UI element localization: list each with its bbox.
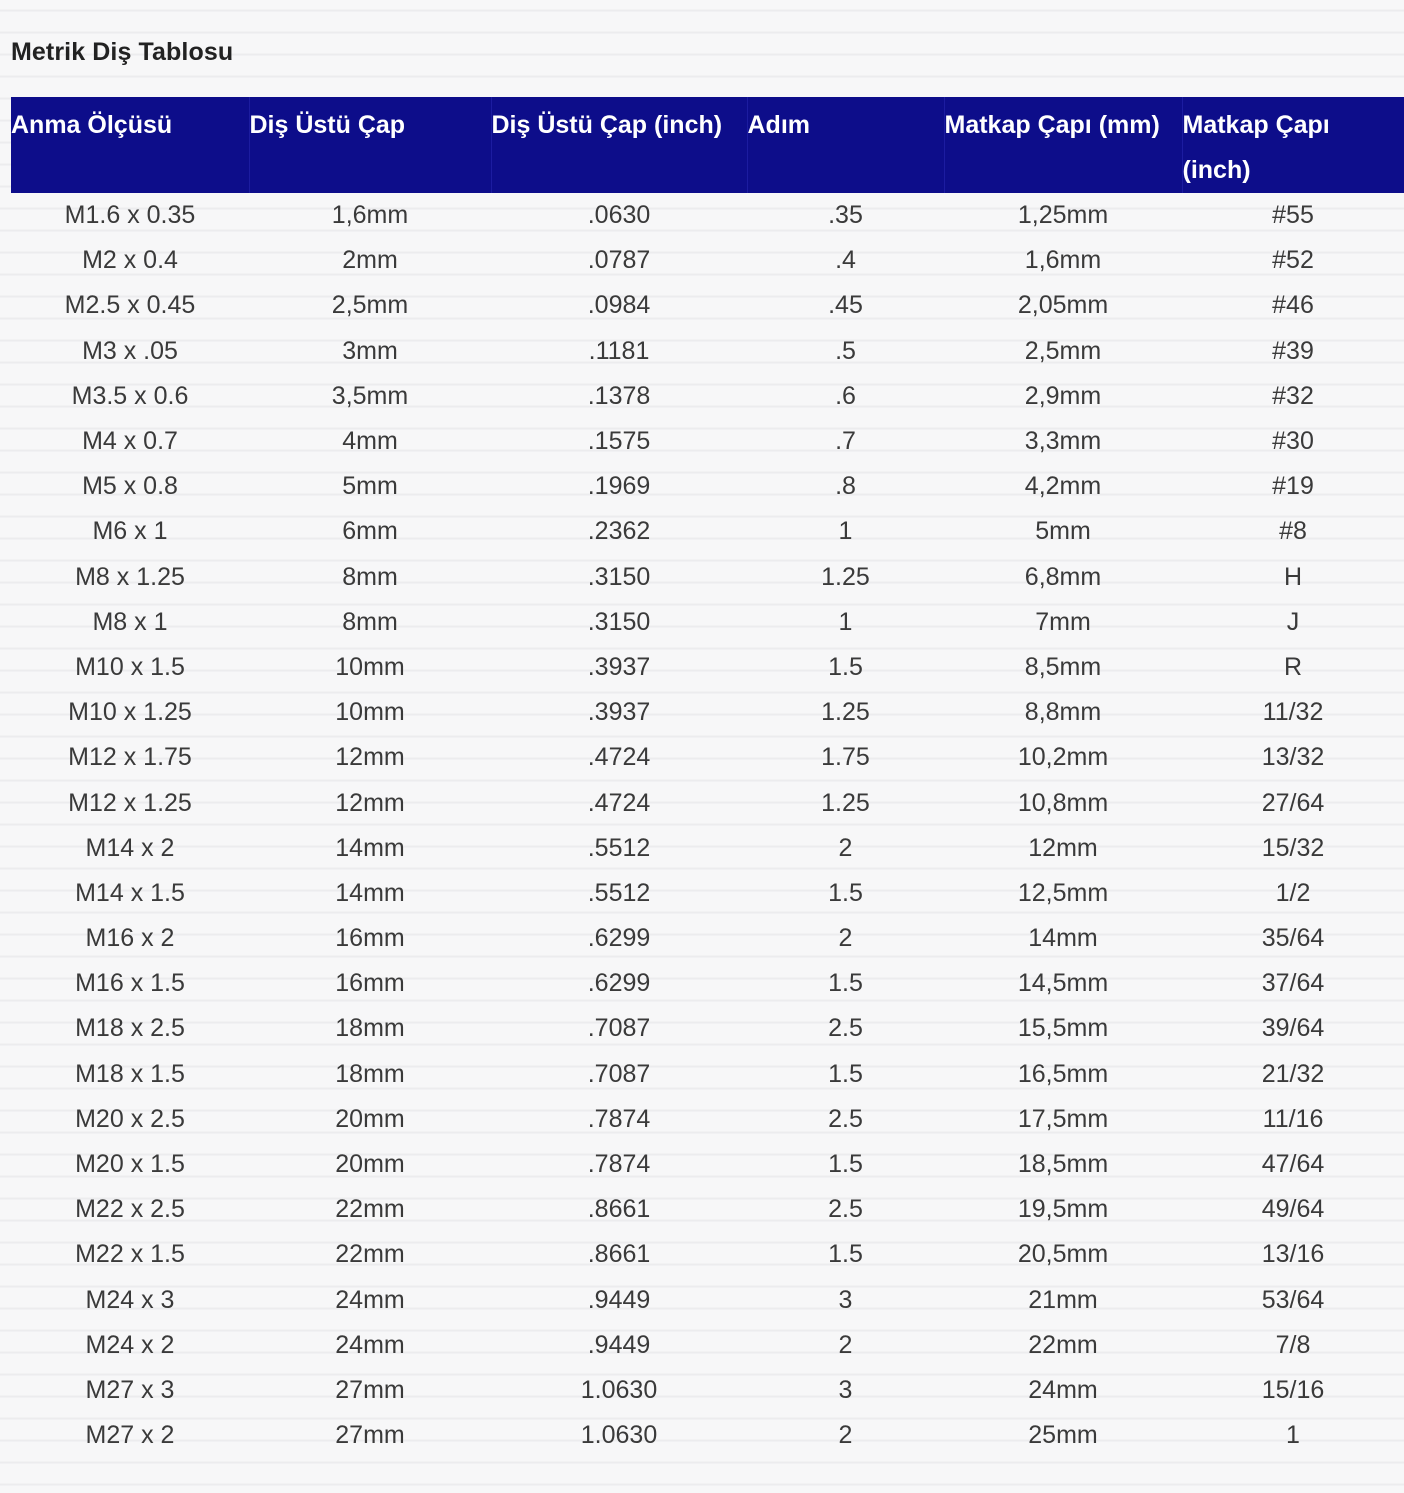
table-row (11, 690, 1404, 735)
cell-pitch: 2.5 (828, 1014, 863, 1043)
cell-drill-size-mm: 10,8mm (1017, 788, 1109, 817)
cell-major-diameter-inch: .8661 (587, 1195, 651, 1224)
cell-pitch: 1.75 (821, 743, 870, 772)
cell-pitch: 1.5 (828, 652, 863, 681)
cell-drill-size-mm: 18,5mm (1017, 1150, 1109, 1179)
cell-major-diameter: 18mm (335, 1014, 405, 1043)
cell-major-diameter: 3mm (342, 336, 398, 365)
cell-drill-size-inch: 7/8 (1275, 1330, 1311, 1359)
table-row (11, 419, 1404, 464)
cell-drill-size-inch: #39 (1272, 336, 1314, 365)
cell-major-diameter-inch: .1969 (587, 472, 651, 501)
cell-drill-size-mm: 2,5mm (1024, 336, 1102, 365)
cell-pitch: .4 (835, 246, 856, 275)
table-row (11, 193, 1404, 238)
cell-major-diameter: 20mm (335, 1150, 405, 1179)
cell-major-diameter-inch: .5512 (587, 833, 651, 862)
cell-nominal-size: M2.5 x 0.45 (64, 291, 196, 320)
cell-pitch: 2.5 (828, 1195, 863, 1224)
header-pitch: Adım (747, 97, 944, 193)
cell-drill-size-inch: 37/64 (1261, 969, 1325, 998)
cell-nominal-size: M2 x 0.4 (82, 246, 178, 275)
cell-major-diameter-inch: 1.0630 (580, 1421, 658, 1450)
cell-drill-size-mm: 3,3mm (1024, 427, 1102, 456)
cell-drill-size-inch: 35/64 (1261, 924, 1325, 953)
cell-nominal-size: M8 x 1.25 (75, 562, 185, 591)
cell-nominal-size: M10 x 1.5 (75, 652, 185, 681)
cell-major-diameter: 10mm (335, 698, 405, 727)
page-title: Metrik Diş Tablosu (11, 38, 234, 66)
cell-pitch: 1.25 (821, 698, 870, 727)
cell-major-diameter: 18mm (335, 1059, 405, 1088)
cell-nominal-size: M8 x 1 (92, 607, 168, 636)
metric-thread-table (11, 97, 1404, 1458)
cell-drill-size-mm: 1,25mm (1017, 201, 1109, 230)
cell-major-diameter-inch: .1575 (587, 427, 651, 456)
cell-major-diameter: 24mm (335, 1285, 405, 1314)
cell-nominal-size: M20 x 2.5 (75, 1104, 185, 1133)
cell-nominal-size: M24 x 2 (85, 1330, 175, 1359)
cell-pitch: 3 (838, 1285, 853, 1314)
table-row (11, 1006, 1404, 1051)
cell-drill-size-mm: 24mm (1028, 1375, 1098, 1404)
cell-pitch: .5 (835, 336, 856, 365)
table-row (11, 238, 1404, 283)
cell-drill-size-inch: 15/32 (1261, 833, 1325, 862)
cell-pitch: .6 (835, 381, 856, 410)
table-row (11, 1187, 1404, 1232)
cell-drill-size-mm: 2,05mm (1017, 291, 1109, 320)
table-row (11, 509, 1404, 554)
cell-major-diameter: 14mm (335, 833, 405, 862)
cell-pitch: 1 (838, 607, 853, 636)
cell-drill-size-inch: 27/64 (1261, 788, 1325, 817)
cell-major-diameter-inch: .6299 (587, 969, 651, 998)
table-row (11, 464, 1404, 509)
cell-major-diameter: 22mm (335, 1195, 405, 1224)
cell-pitch: 1.25 (821, 788, 870, 817)
table-row (11, 600, 1404, 645)
table-row (11, 374, 1404, 419)
cell-drill-size-inch: #30 (1272, 427, 1314, 456)
cell-drill-size-inch: 15/16 (1261, 1375, 1325, 1404)
cell-nominal-size: M18 x 1.5 (75, 1059, 185, 1088)
cell-major-diameter: 6mm (342, 517, 398, 546)
cell-major-diameter-inch: .0984 (587, 291, 651, 320)
cell-drill-size-inch: 47/64 (1261, 1150, 1325, 1179)
cell-pitch: 3 (838, 1375, 853, 1404)
cell-pitch: 2 (838, 1330, 853, 1359)
cell-drill-size-inch: J (1286, 607, 1300, 636)
cell-major-diameter: 12mm (335, 788, 405, 817)
cell-major-diameter: 2mm (342, 246, 398, 275)
cell-drill-size-mm: 25mm (1028, 1421, 1098, 1450)
cell-nominal-size: M3 x .05 (82, 336, 178, 365)
table-row (11, 1278, 1404, 1323)
cell-major-diameter: 8mm (342, 607, 398, 636)
cell-major-diameter-inch: .8661 (587, 1240, 651, 1269)
cell-nominal-size: M1.6 x 0.35 (64, 201, 196, 230)
cell-nominal-size: M14 x 2 (85, 833, 175, 862)
cell-pitch: 1.5 (828, 969, 863, 998)
cell-major-diameter: 3,5mm (331, 381, 409, 410)
cell-drill-size-mm: 4,2mm (1024, 472, 1102, 501)
cell-major-diameter: 12mm (335, 743, 405, 772)
cell-major-diameter-inch: .4724 (587, 788, 651, 817)
header-nominal-size: Anma Ölçüsü (11, 97, 249, 193)
cell-major-diameter-inch: .0787 (587, 246, 651, 275)
cell-major-diameter: 2,5mm (331, 291, 409, 320)
cell-major-diameter: 22mm (335, 1240, 405, 1269)
cell-major-diameter-inch: .9449 (587, 1330, 651, 1359)
cell-major-diameter-inch: .4724 (587, 743, 651, 772)
table-row (11, 555, 1404, 600)
cell-major-diameter-inch: .1378 (587, 381, 651, 410)
cell-pitch: 1.5 (828, 1240, 863, 1269)
table-row (11, 1368, 1404, 1413)
table-row (11, 916, 1404, 961)
cell-major-diameter: 24mm (335, 1330, 405, 1359)
table-row (11, 1142, 1404, 1187)
table-row (11, 283, 1404, 328)
cell-nominal-size: M16 x 2 (85, 924, 175, 953)
cell-major-diameter: 14mm (335, 878, 405, 907)
cell-nominal-size: M22 x 2.5 (75, 1195, 185, 1224)
cell-major-diameter-inch: .3150 (587, 607, 651, 636)
cell-pitch: .8 (835, 472, 856, 501)
cell-drill-size-mm: 15,5mm (1017, 1014, 1109, 1043)
table-header (11, 97, 1404, 193)
cell-major-diameter-inch: .0630 (587, 201, 651, 230)
cell-major-diameter-inch: .7087 (587, 1059, 651, 1088)
cell-drill-size-inch: H (1283, 562, 1303, 591)
cell-nominal-size: M12 x 1.75 (68, 743, 192, 772)
cell-major-diameter-inch: .7874 (587, 1104, 651, 1133)
table-row (11, 826, 1404, 871)
cell-pitch: 1.25 (821, 562, 870, 591)
table-body (11, 193, 1404, 1458)
table-row (11, 1232, 1404, 1277)
cell-major-diameter-inch: .3150 (587, 562, 651, 591)
cell-drill-size-mm: 12,5mm (1017, 878, 1109, 907)
cell-drill-size-mm: 5mm (1035, 517, 1091, 546)
cell-drill-size-inch: 39/64 (1261, 1014, 1325, 1043)
cell-major-diameter: 27mm (335, 1375, 405, 1404)
table-row (11, 780, 1404, 825)
cell-drill-size-mm: 22mm (1028, 1330, 1098, 1359)
table-row (11, 961, 1404, 1006)
cell-major-diameter-inch: .1181 (588, 336, 650, 365)
cell-major-diameter: 16mm (335, 924, 405, 953)
cell-nominal-size: M22 x 1.5 (75, 1240, 185, 1269)
header-drill-size-mm: Matkap Çapı (mm) (944, 97, 1182, 193)
cell-nominal-size: M16 x 1.5 (75, 969, 185, 998)
cell-drill-size-mm: 2,9mm (1024, 381, 1102, 410)
cell-major-diameter: 20mm (335, 1104, 405, 1133)
cell-drill-size-inch: 1/2 (1275, 878, 1311, 907)
cell-nominal-size: M20 x 1.5 (75, 1150, 185, 1179)
cell-major-diameter-inch: .2362 (587, 517, 651, 546)
table-row (11, 1323, 1404, 1368)
cell-drill-size-inch: 13/32 (1261, 743, 1325, 772)
cell-major-diameter: 4mm (342, 427, 398, 456)
cell-major-diameter-inch: .7087 (587, 1014, 651, 1043)
header-major-diameter: Diş Üstü Çap (249, 97, 491, 193)
cell-drill-size-mm: 20,5mm (1017, 1240, 1109, 1269)
cell-major-diameter: 10mm (335, 652, 405, 681)
cell-drill-size-inch: 13/16 (1261, 1240, 1325, 1269)
cell-nominal-size: M4 x 0.7 (82, 427, 178, 456)
cell-drill-size-inch: 53/64 (1261, 1285, 1325, 1314)
table-row (11, 871, 1404, 916)
cell-major-diameter: 27mm (335, 1421, 405, 1450)
cell-major-diameter-inch: .6299 (587, 924, 651, 953)
cell-nominal-size: M6 x 1 (92, 517, 168, 546)
cell-drill-size-mm: 12mm (1028, 833, 1098, 862)
cell-major-diameter-inch: .3937 (587, 698, 651, 727)
cell-drill-size-inch: 11/16 (1262, 1104, 1324, 1133)
cell-drill-size-mm: 6,8mm (1024, 562, 1102, 591)
cell-pitch: .7 (835, 427, 856, 456)
cell-major-diameter-inch: .7874 (587, 1150, 651, 1179)
table-row (11, 645, 1404, 690)
cell-drill-size-inch: #52 (1272, 246, 1314, 275)
cell-drill-size-inch: R (1283, 652, 1303, 681)
cell-drill-size-inch: #46 (1272, 291, 1314, 320)
cell-nominal-size: M27 x 3 (85, 1375, 175, 1404)
cell-major-diameter-inch: .3937 (587, 652, 651, 681)
cell-drill-size-mm: 19,5mm (1017, 1195, 1109, 1224)
cell-drill-size-inch: #55 (1272, 201, 1314, 230)
cell-drill-size-mm: 17,5mm (1017, 1104, 1109, 1133)
cell-pitch: 1.5 (828, 1059, 863, 1088)
table-row (11, 1052, 1404, 1097)
cell-drill-size-mm: 10,2mm (1017, 743, 1109, 772)
header-drill-size-inch: Matkap Çapı (inch) (1182, 97, 1404, 193)
cell-nominal-size: M18 x 2.5 (75, 1014, 185, 1043)
table-row (11, 1413, 1404, 1458)
cell-pitch: 2 (838, 924, 853, 953)
cell-major-diameter: 16mm (335, 969, 405, 998)
cell-pitch: 1.5 (828, 878, 863, 907)
cell-major-diameter: 8mm (342, 562, 398, 591)
cell-drill-size-inch: #19 (1272, 472, 1314, 501)
cell-nominal-size: M10 x 1.25 (68, 698, 192, 727)
table-row (11, 1097, 1404, 1142)
cell-drill-size-inch: 11/32 (1262, 698, 1324, 727)
cell-nominal-size: M14 x 1.5 (75, 878, 185, 907)
header-major-diameter-inch: Diş Üstü Çap (inch) (491, 97, 747, 193)
cell-pitch: 1.5 (828, 1150, 863, 1179)
cell-major-diameter-inch: .9449 (587, 1285, 651, 1314)
cell-pitch: 1 (838, 517, 853, 546)
cell-drill-size-mm: 14mm (1028, 924, 1098, 953)
cell-drill-size-inch: #8 (1279, 517, 1307, 546)
cell-drill-size-inch: 49/64 (1261, 1195, 1325, 1224)
cell-pitch: .35 (828, 201, 863, 230)
cell-pitch: 2.5 (828, 1104, 863, 1133)
cell-drill-size-mm: 16,5mm (1017, 1059, 1109, 1088)
cell-drill-size-inch: #32 (1272, 381, 1314, 410)
cell-nominal-size: M12 x 1.25 (68, 788, 192, 817)
table-row (11, 735, 1404, 780)
cell-drill-size-mm: 7mm (1035, 607, 1091, 636)
cell-drill-size-mm: 21mm (1028, 1285, 1098, 1314)
header-row (11, 97, 1404, 193)
cell-drill-size-inch: 1 (1286, 1421, 1300, 1450)
cell-nominal-size: M27 x 2 (85, 1421, 175, 1450)
cell-major-diameter: 1,6mm (331, 201, 409, 230)
cell-pitch: 2 (838, 1421, 853, 1450)
cell-nominal-size: M24 x 3 (85, 1285, 175, 1314)
cell-pitch: 2 (838, 833, 853, 862)
cell-drill-size-inch: 21/32 (1261, 1059, 1325, 1088)
cell-drill-size-mm: 8,8mm (1024, 698, 1102, 727)
cell-nominal-size: M5 x 0.8 (82, 472, 178, 501)
cell-major-diameter-inch: .5512 (587, 878, 651, 907)
cell-major-diameter-inch: 1.0630 (580, 1375, 658, 1404)
cell-drill-size-mm: 8,5mm (1024, 652, 1102, 681)
cell-drill-size-mm: 14,5mm (1017, 969, 1109, 998)
cell-pitch: .45 (828, 291, 863, 320)
cell-drill-size-mm: 1,6mm (1024, 246, 1102, 275)
cell-major-diameter: 5mm (342, 472, 398, 501)
cell-nominal-size: M3.5 x 0.6 (71, 381, 189, 410)
table-row (11, 329, 1404, 374)
